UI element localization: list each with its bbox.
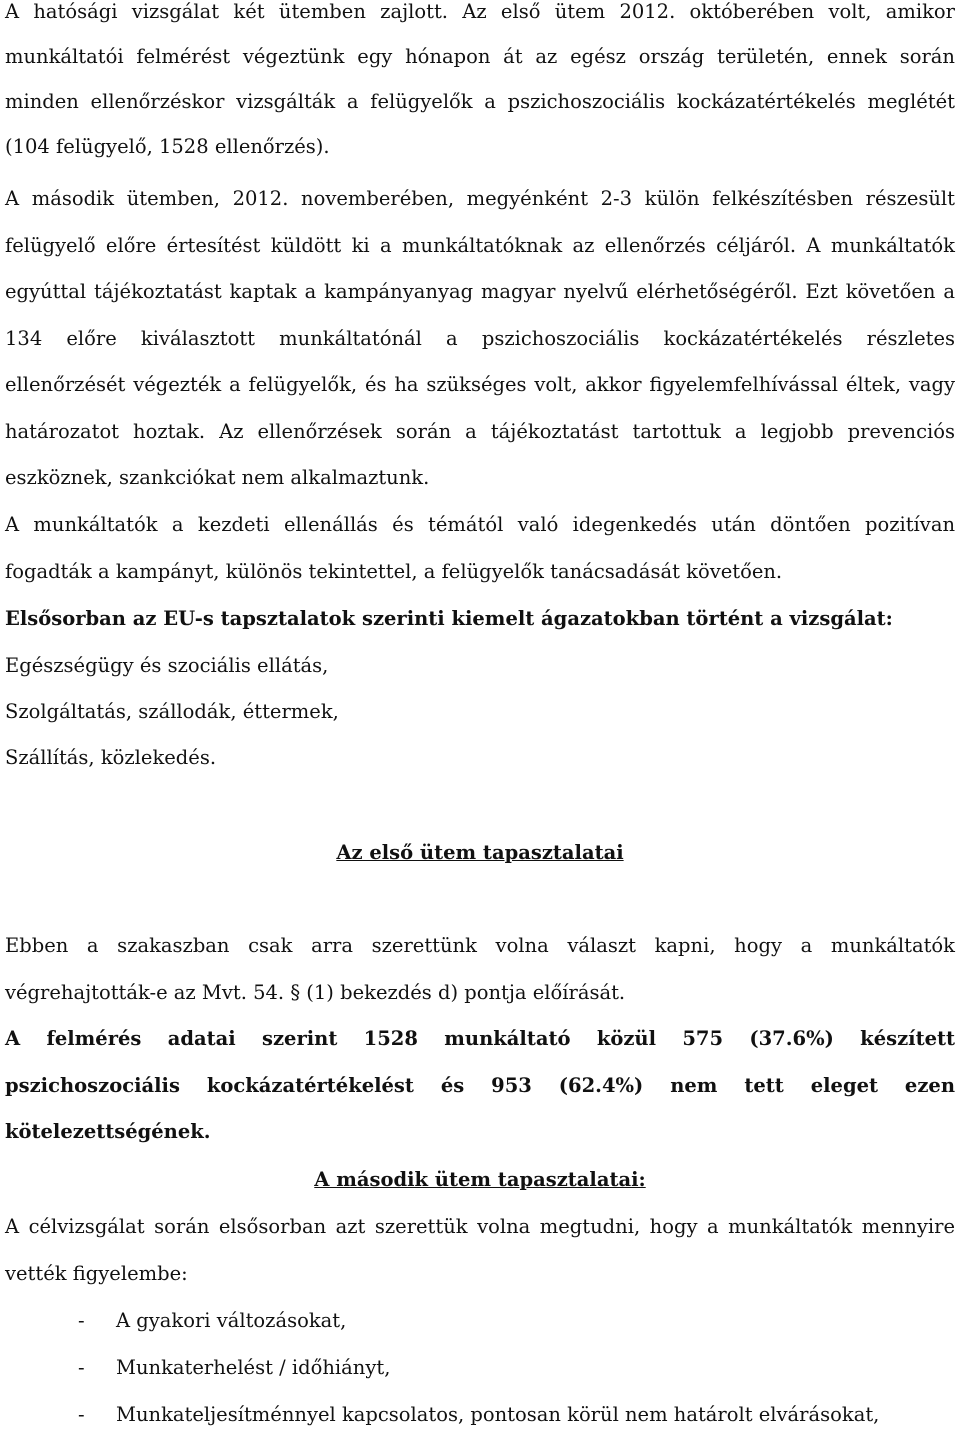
list-dash: - (78, 1356, 85, 1379)
paragraph-sectors-intro: Elsősorban az EU-s tapsztalatok szerinti kiemelt ágazatokban történt a vizsgálat: (5, 607, 893, 630)
sector-item-transport: Szállítás, közlekedés. (5, 746, 217, 769)
paragraph-first-phase: A hatósági vizsgálat két ütemben zajlott. Az első ütem 2012. októberében volt, amikor munkáltatói felmérést végeztünk egy hónapon át az egész ország területén, ennek során minden ellenőrzéskor vizsgálták a felügyelők a pszichoszociális kockázatértékelés meglétét (104 felügyelő, 1528 ellenőrzés). (5, 0, 955, 158)
heading-second-phase-results: A második ütem tapasztalatai: (314, 1168, 646, 1191)
list-item (78, 1345, 948, 1391)
paragraph-survey-results: A felmérés adatai szerint 1528 munkáltató közül 575 (37.6%) készített pszichoszociális kockázatértékelést és 953 (62.4%) nem tett eleget ezen kötelezettségének. (5, 1027, 955, 1143)
paragraph-employer-reception: A munkáltatók a kezdeti ellenállás és témától való idegenkedés után döntően pozitívan fogadták a kampányt, különös tekintettel, a felügyelők tanácsadását követően. (5, 513, 955, 583)
sector-item-health: Egészségügy és szociális ellátás, (5, 654, 329, 677)
paragraph-first-phase-goal: Ebben a szakaszban csak arra szerettünk volna választ kapni, hogy a munkáltatók végrehajtották-e az Mvt. 54. § (1) bekezdés d) pontja előírását. (5, 934, 955, 1004)
sector-item-services: Szolgáltatás, szállodák, éttermek, (5, 700, 339, 723)
list-item-text: Munkateljesítménnyel kapcsolatos, pontosan körül nem határolt elvárásokat, (116, 1403, 880, 1426)
list-dash: - (78, 1309, 85, 1332)
heading-first-phase-results: Az első ütem tapasztalatai (336, 841, 624, 864)
paragraph-second-phase: A második ütemben, 2012. novemberében, megyénként 2-3 külön felkészítésben részesült felügyelő előre értesítést küldött ki a munkáltatóknak az ellenőrzés céljáról. A munkáltatók egyúttal tájékoztatást kaptak a kampányanyag magyar nyelvű elérhetőségéről. Ezt követően a 134 előre kiválasztott munkáltatónál a pszichoszociális kockázatértékelés részletes ellenőrzését végezték a felügyelők, és ha szükséges volt, akkor figyelemfelhívással éltek, vagy határozatot hoztak. Az ellenőrzések során a tájékoztatást tartottuk a legjobb prevenciós eszköznek, szankciókat nem alkalmaztunk. (5, 187, 955, 489)
list-item (78, 1392, 948, 1438)
list-dash: - (78, 1403, 85, 1426)
list-item-text: Munkaterhelést / időhiányt, (116, 1356, 391, 1379)
list-item-text: A gyakori változásokat, (116, 1309, 347, 1332)
list-item (78, 1298, 948, 1344)
paragraph-target-inspection: A célvizsgálat során elsősorban azt szerettük volna megtudni, hogy a munkáltatók mennyire vették figyelembe: (5, 1215, 955, 1285)
